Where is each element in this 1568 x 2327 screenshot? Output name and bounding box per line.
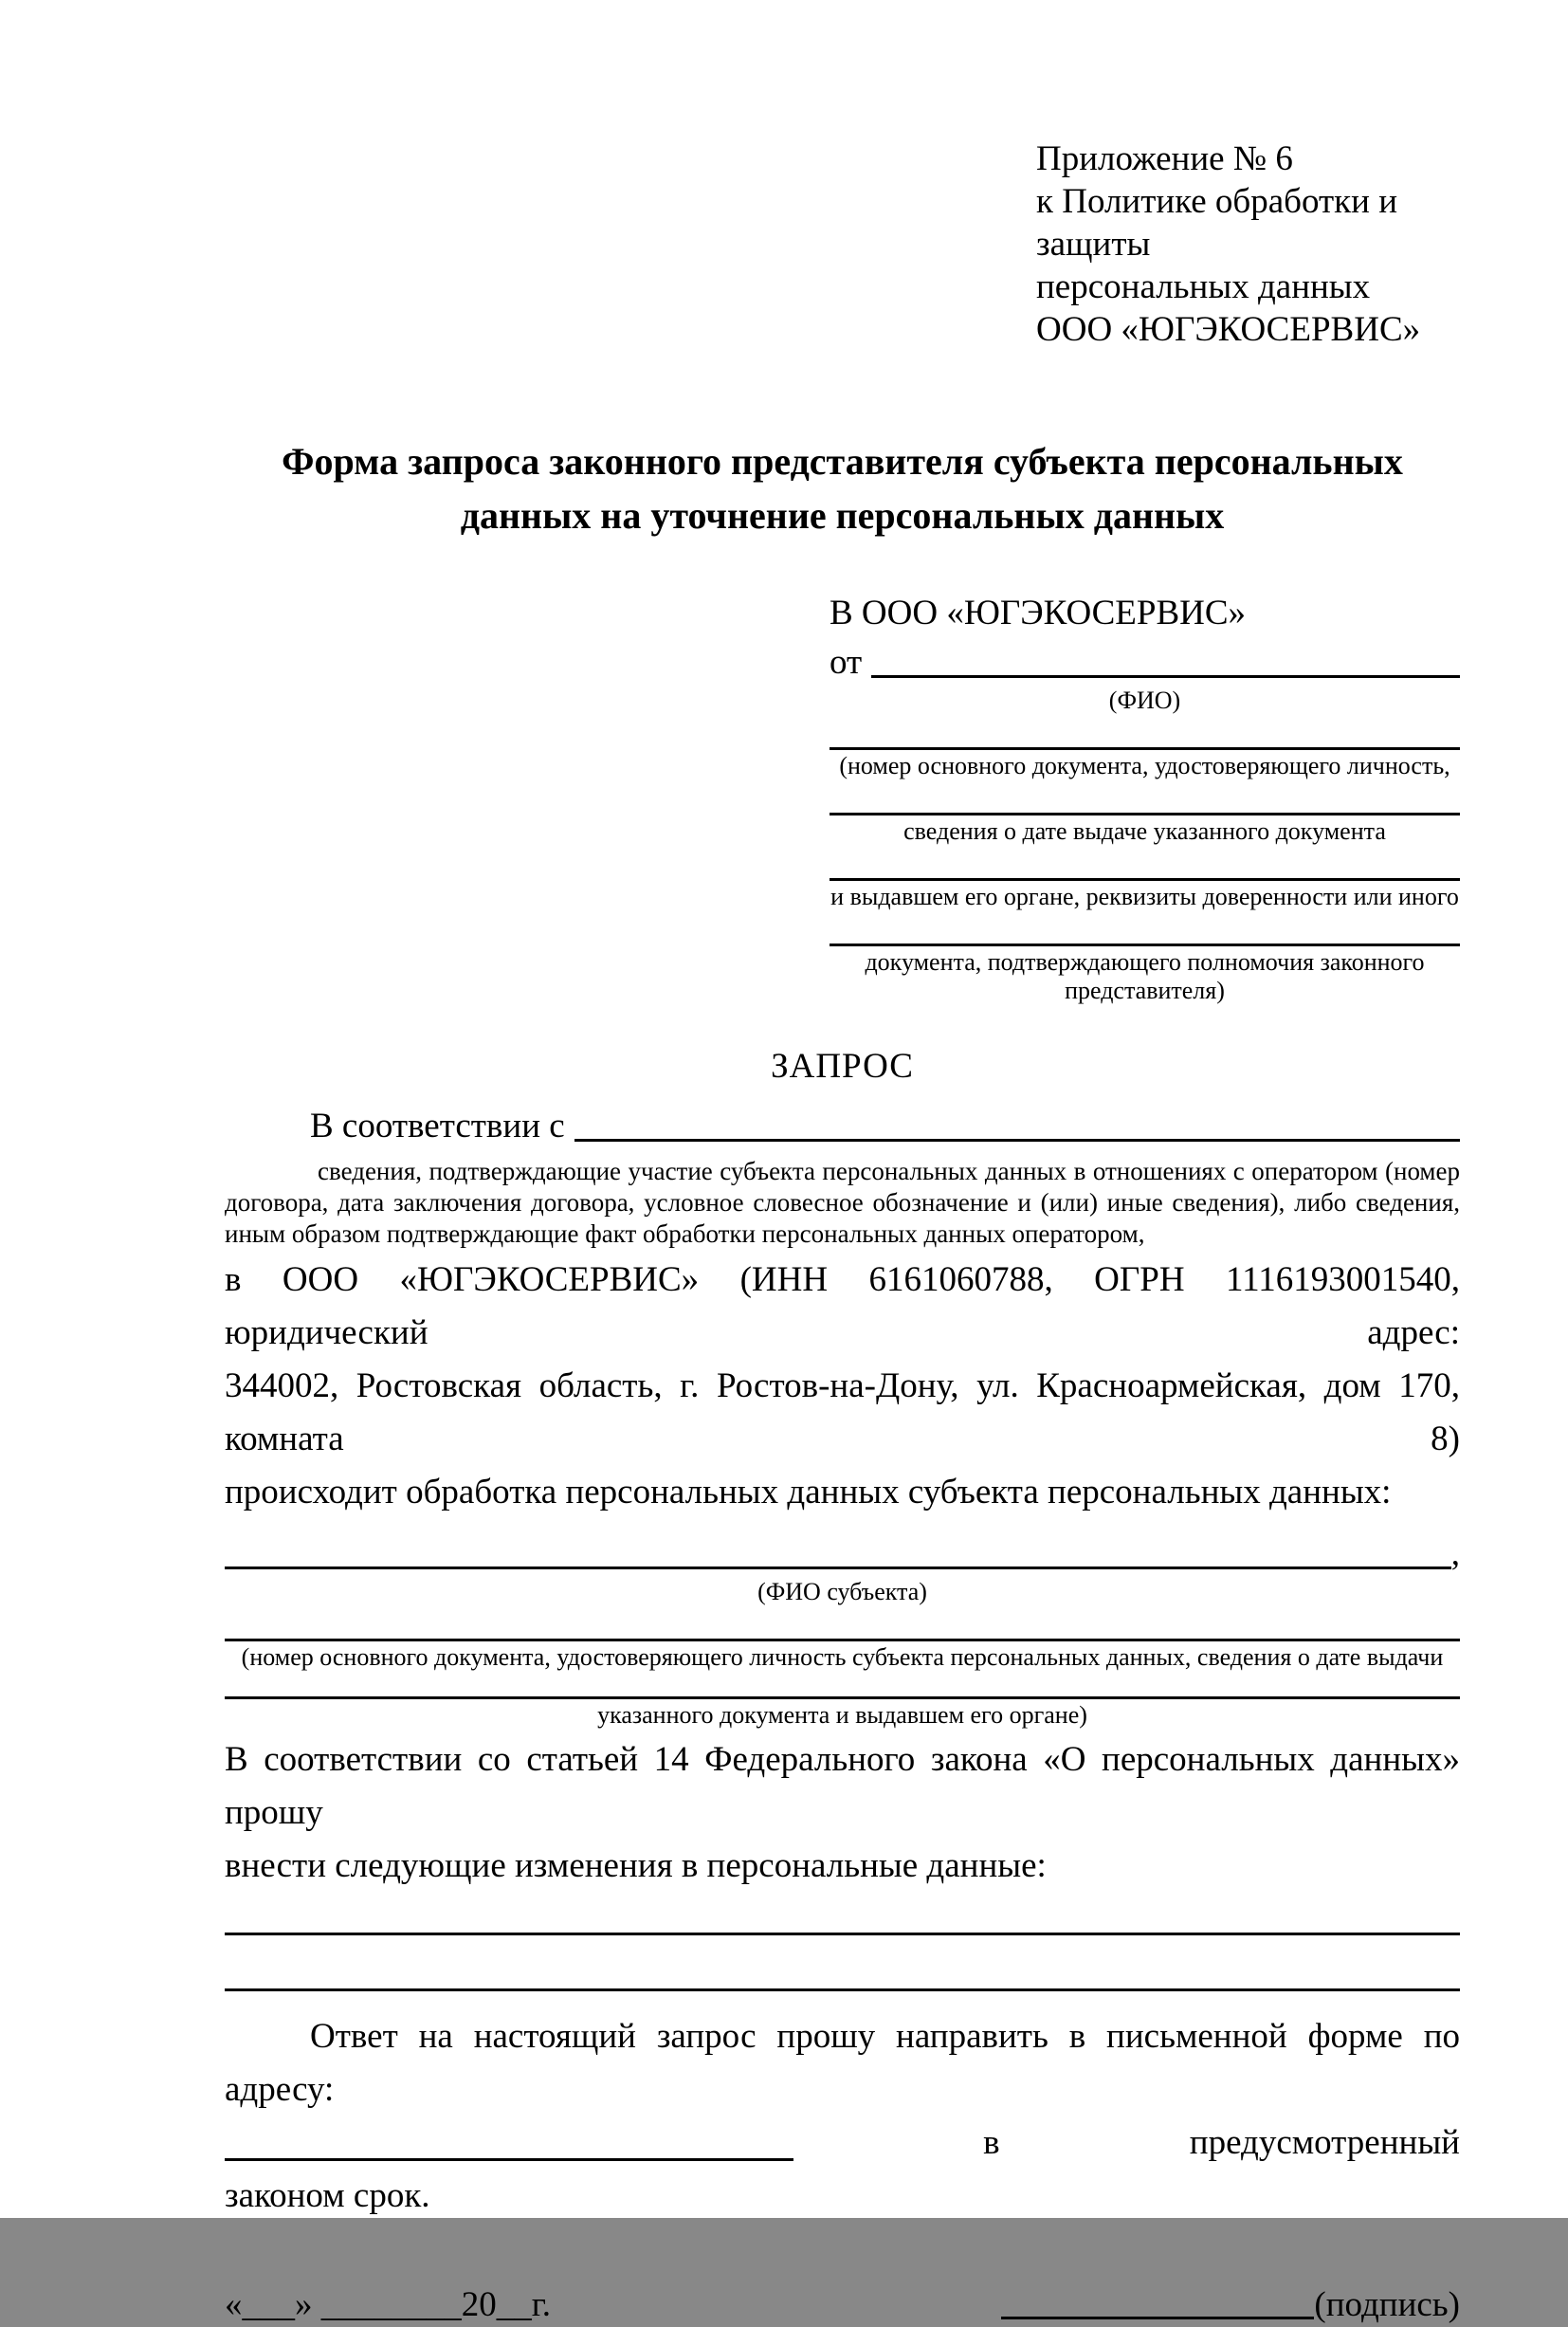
blank-line [830,813,1460,815]
appendix-policy-line: к Политике обработки и защиты [1036,182,1398,264]
blank-line [225,1639,1460,1641]
subject-fio-caption: (ФИО субъекта) [757,1578,927,1605]
blank-line [830,944,1460,946]
law-line-2: внести следующие изменения в персональные данные: [225,1846,1047,1885]
reply-word-v: в [983,2123,1000,2162]
intro-prefix: В соответствии с [310,1106,565,1145]
reply-word-predusmotrenny: предусмотренный [1189,2123,1460,2162]
fio-line-comma: , [1450,1533,1460,1573]
operator-paragraph [225,1254,1460,1519]
doc-caption-4: документа, подтверждающего полномочия законного представителя) [865,948,1425,1005]
subject-doc-caption-2: указанного документа и выдавшем его органе) [597,1701,1087,1729]
from-label: от [830,643,863,682]
address-blank-line [225,2158,793,2161]
operator-line-3: происходит обработка персональных данных субъекта персональных данных: [225,1472,1392,1512]
reply-paragraph [225,2010,1460,2223]
operator-line-1: в ООО «ЮГЭКОСЕРВИС» (ИНН 6161060788, ОГРН 1116193001540, юридический адрес: [225,1259,1460,1352]
appendix-number: Приложение № 6 [1036,139,1293,178]
blank-line [830,878,1460,881]
fio-blank-line [871,675,1460,678]
doc-caption-1: (номер основного документа, удостоверяющего личность, [839,752,1450,780]
subject-fio-row [225,1532,1460,1576]
signature-field [1001,2283,1460,2327]
subject-doc-field-1 [225,1639,1460,1672]
reply-line-1: Ответ на настоящий запрос прошу направить в письменной форме по адресу: [225,2017,1460,2109]
intro-footnote: сведения, подтверждающие участие субъекта персональных данных в отношениях с оператором (номер договора, дата заключения договора, условное словесное обозначение и (или) иные сведения), либо сведения, иным образом подтверждающие факт обработки персональных данных оператором, [225,1156,1460,1248]
company-name: ООО «ЮГЭКОСЕРВИС» [1036,310,1421,349]
blank-line [225,1696,1460,1699]
representative-doc-field-4 [830,944,1460,1005]
request-heading: ЗАПРОС [771,1047,914,1087]
law-paragraph [225,1733,1460,1893]
subject-fio-blank-line [225,1567,1451,1569]
representative-doc-field-3 [830,878,1460,911]
subject-doc-caption-1: (номер основного документа, удостоверяющего личность субъекта персональных данных, сведения о дате выдачи [241,1643,1444,1671]
intro-row [225,1105,1460,1148]
subject-doc-field-2 [225,1696,1460,1730]
signature-caption: (подпись) [1314,2285,1460,2324]
appendix-policy-line2: персональных данных [1036,267,1371,306]
signature-blank-line [1001,2317,1314,2319]
reply-line-2 [225,2116,1460,2170]
operator-line-2: 344002, Ростовская область, г. Ростов-на-Дону, ул. Красноармейская, дом 170, комната 8) [225,1365,1460,1458]
intro-blank-line [574,1139,1460,1142]
appendix-header [1036,137,1482,351]
addressee-to: В ООО «ЮГЭКОСЕРВИС» [830,594,1247,632]
from-row [830,641,1460,685]
doc-caption-3: и выдавшем его органе, реквизиты доверенности или иного [830,883,1459,911]
representative-doc-field-1 [830,747,1460,780]
law-line-1: В соответствии со статьей 14 Федерального закона «О персональных данных» прошу [225,1740,1460,1832]
form-title: Форма запроса законного представителя субъекта персональных данных на уточнение персональных данных [282,440,1403,537]
reply-line-3: законом срок. [225,2176,430,2215]
date-blank: «___» ________20__г. [225,2285,552,2324]
date-signature-row [225,2283,1460,2327]
changes-blank-line-1 [225,1933,1460,1935]
addressee-block [830,592,1460,1005]
blank-line [830,747,1460,750]
changes-blank-line-2 [225,1988,1460,1991]
fio-caption: (ФИО) [1108,687,1181,715]
doc-caption-2: сведения о дате выдаче указанного документа [903,817,1386,846]
representative-doc-field-2 [830,813,1460,846]
